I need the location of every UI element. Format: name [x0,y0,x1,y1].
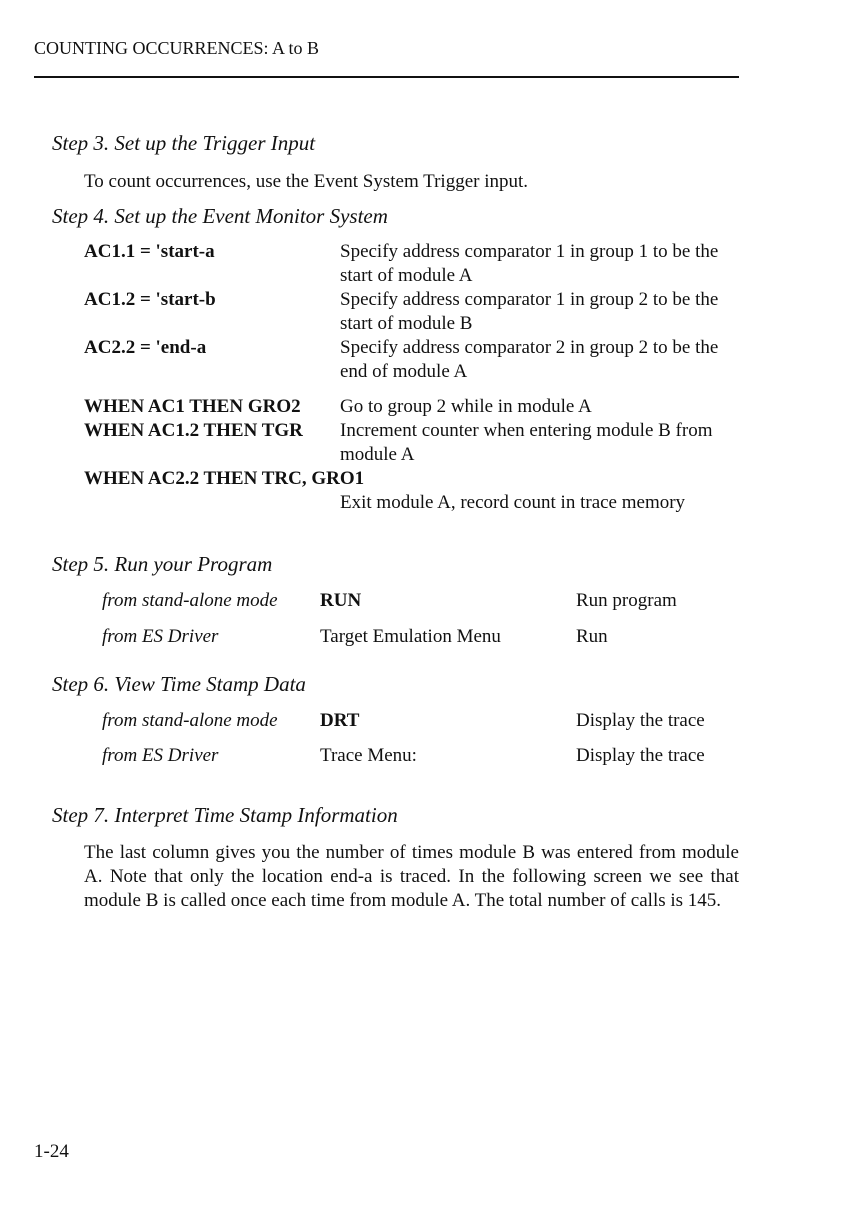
running-header: COUNTING OCCURRENCES: A to B [34,38,320,58]
command-context: from stand-alone mode [102,590,278,611]
command-action: Run program [576,590,677,611]
definition-term: WHEN AC1 THEN GRO2 [84,396,301,417]
step-4-heading: Step 4. Set up the Event Monitor System [52,204,388,228]
definition-term: AC2.2 = 'end-a [84,337,207,358]
definition-desc: Exit module A, record count in trace memory [340,492,686,513]
command-name: DRT [320,710,360,731]
step-5-heading: Step 5. Run your Program [52,552,273,576]
definition-desc: Go to group 2 while in module A [340,396,592,417]
definition-term: AC1.1 = 'start-a [84,241,215,262]
definition-term: WHEN AC1.2 THEN TGR [84,420,303,441]
step-7-heading: Step 7. Interpret Time Stamp Information [52,803,398,827]
definition-term: WHEN AC2.2 THEN TRC, GRO1 [84,468,365,489]
definition-desc: Increment counter when entering module B from module A [340,420,713,465]
command-row [102,709,742,733]
step-6-heading: Step 6. View Time Stamp Data [52,672,306,696]
definition-desc: Specify address comparator 1 in group 2 to be the start of module B [340,289,719,334]
command-row [102,625,742,649]
command-name: Target Emulation Menu [320,626,501,647]
definition-desc: Specify address comparator 1 in group 1 to be the start of module A [340,241,719,286]
command-context: from ES Driver [102,626,219,647]
command-context: from stand-alone mode [102,710,278,731]
command-name: Trace Menu: [320,745,417,766]
command-row [102,589,742,613]
command-name: RUN [320,590,362,611]
step-3-heading: Step 3. Set up the Trigger Input [52,131,316,155]
command-action: Display the trace [576,710,705,731]
step-3-text: To count occurrences, use the Event System Trigger input. [84,171,529,192]
command-row [102,744,742,768]
definition-term: AC1.2 = 'start-b [84,289,216,310]
command-context: from ES Driver [102,745,219,766]
command-action: Display the trace [576,745,705,766]
page-number: 1-24 [34,1141,69,1162]
definition-desc: Specify address comparator 2 in group 2 to be the end of module A [340,337,719,382]
command-action: Run [576,626,608,647]
step-7-text: The last column gives you the number of times module B was entered from module A. Note that only the location end-a is traced. In the following screen we see that module B is called once each time from module A. The total number of calls is 145. [84,842,739,911]
header-rule [34,76,739,78]
